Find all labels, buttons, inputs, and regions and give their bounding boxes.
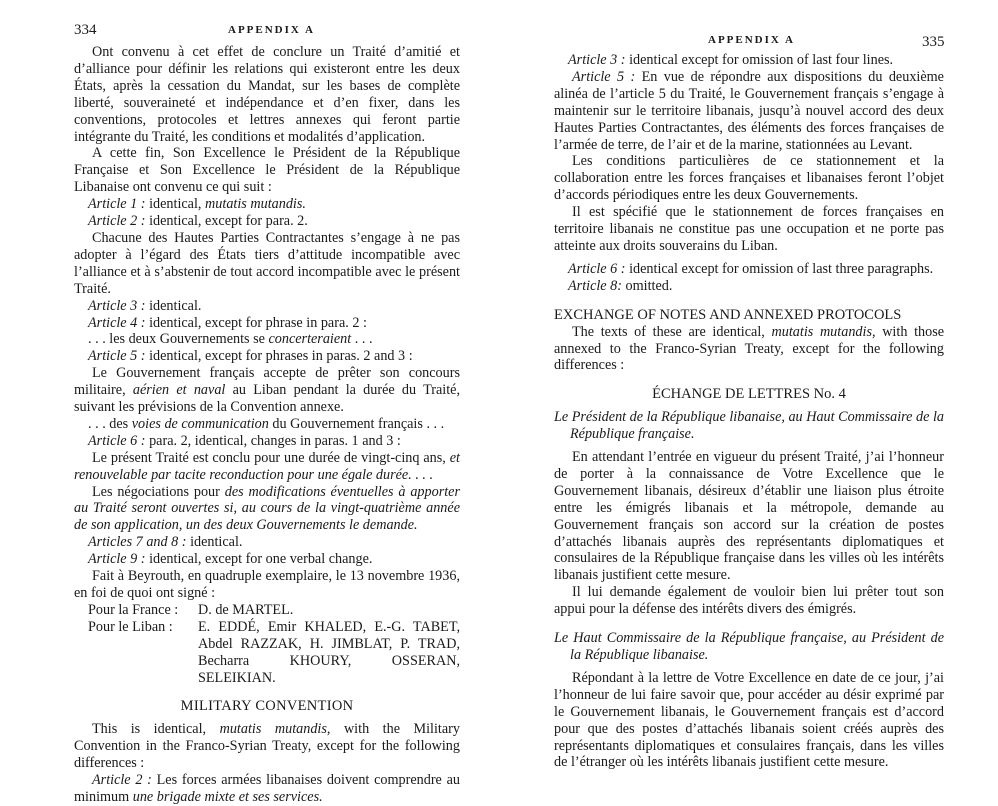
article-label: Article 3 : <box>88 297 146 314</box>
paragraph: Il lui demande également de vouloir bien lui prêter tout son appui pour la défense des intérêts divers des émigrés. <box>554 584 944 618</box>
article-label: Article 8: <box>568 277 622 294</box>
letter-heading <box>554 409 944 443</box>
signature-label: Pour la France : <box>88 601 179 618</box>
article-line <box>74 298 460 315</box>
article-text: identical. <box>190 534 243 551</box>
right-page <box>540 0 998 795</box>
paragraph: Répondant à la lettre de Votre Excellence en date de ce jour, j’ai l’honneur de lui faire savoir que, pour accéder au désir exprimé par le Gouvernement libanais, le Gouvernement français est d’accord pour que des postes d’attachés libanais soient créés auprès des représentants diplomatiques et consulaires français, dans les villes de l’étranger où les intérêts libanais justifient cette mesure. <box>554 669 944 771</box>
para-text: Le Gouvernement français accepte de prêter son concours militaire, <box>74 365 460 399</box>
article-line <box>74 196 460 213</box>
article-italic: mutatis mutandis. <box>205 196 306 213</box>
para-italic: mutatis mutandis, <box>219 721 331 738</box>
article-line <box>554 261 944 278</box>
article-text: identical, <box>149 196 202 213</box>
para-text: Les négociations pour <box>92 483 220 500</box>
article-label: Article 6 : <box>568 260 626 277</box>
paragraph: Les conditions particulières de ce stationnement et la collaboration entre les forces françaises et libanaises feront l’objet d’accords périodiques entre les deux Gouvernements. <box>554 153 944 204</box>
para-text: with those annexed to the Franco-Syrian Treaty, except for the following differences : <box>554 323 945 374</box>
signature-france <box>74 602 460 619</box>
paragraph <box>74 450 460 484</box>
article-line <box>74 315 460 332</box>
paragraph <box>554 324 944 375</box>
article-label: Article 3 : <box>568 52 626 68</box>
paragraph: A cette fin, Son Excellence le Président de la République Française et Son Excellence le Président de la République Libanaise ont convenu ce qui suit : <box>74 145 460 196</box>
quoted-phrase <box>74 331 460 348</box>
article-label: Article 4 : <box>88 314 146 331</box>
paragraph: En attendant l’entrée en vigueur du présent Traité, j’ai l’honneur de porter à la connaissance de Votre Excellence que le Gouvernement libanais, désireux d’établir une liaison plus étroite entre les émigrés libanais et la métropole, demande au Gouvernement français son accord sur la création de postes d’attachés libanais auprès des représentants diplomatiques et consulaires de la République française dans les villes où les intérêts libanais justifient cette mesure. <box>554 449 944 584</box>
article-text: identical. <box>149 297 202 314</box>
para-italic: et renouvelable par tacite reconduction pour une égale durée. . . . <box>74 449 460 483</box>
para-italic: des modifications éventuelles à apporter au Traité seront ouvertes si, au cours de la vingt-quatrième année de son application, un des deux Gouvernements le demande. <box>74 483 460 534</box>
signature-label: Pour le Liban : <box>88 618 173 635</box>
article-line <box>74 772 460 806</box>
running-head: APPENDIX A <box>228 24 315 36</box>
article-text: omitted. <box>625 277 673 294</box>
quoted-phrase <box>74 416 460 433</box>
quote-text: . . . <box>354 331 373 348</box>
quote-text: du Gouvernement français . . . <box>272 415 445 432</box>
quote-italic: concerteraient <box>268 331 352 348</box>
article-label: Article 2 : <box>88 213 146 230</box>
article-line <box>554 69 944 154</box>
letter-heading-text: Le Haut Commissaire de la République française, au Président de la République libanaise. <box>554 630 944 663</box>
article-label: Article 5 : <box>572 68 636 85</box>
subsection-heading: ÉCHANGE DE LETTRES No. 4 <box>652 386 846 403</box>
quote-italic: voies de communication <box>131 415 269 432</box>
article-text: Les forces armées libanaises doivent comprendre au minimum <box>74 772 460 805</box>
page-number: 334 <box>74 22 97 38</box>
article-line <box>554 278 944 295</box>
section-heading: MILITARY CONVENTION <box>180 698 354 715</box>
left-text-column <box>74 44 460 806</box>
paragraph <box>74 365 460 416</box>
article-line <box>74 213 460 230</box>
quote-text: . . . des <box>88 415 129 432</box>
article-label: Article 5 : <box>88 348 146 365</box>
article-line <box>74 433 460 450</box>
signature-liban <box>74 619 460 687</box>
signature-names: D. de MARTEL. <box>198 601 294 618</box>
para-text: This is identical, <box>92 721 207 738</box>
para-text: au Liban pendant la durée du Traité, suivant les prévisions de la Convention annexe. <box>74 382 461 416</box>
article-italic: une brigade mixte et ses services. <box>132 788 323 805</box>
article-text: para. 2, identical, changes in paras. 1 and 3 : <box>149 432 401 449</box>
signature-names: E. EDDÉ, Emir KHALED, E.-G. TABET, Abdel RAZZAK, H. JIMBLAT, P. TRAD, Becharra KHOURY, OSSERAN, SELEIKIAN. <box>198 618 460 686</box>
right-text-column <box>554 52 944 771</box>
paragraph <box>74 484 460 535</box>
article-text: identical, except for para. 2. <box>149 213 308 230</box>
article-line <box>74 348 460 365</box>
left-page <box>0 0 480 805</box>
article-text: identical except for omission of last three paragraphs. <box>629 260 934 277</box>
article-label: Article 1 : <box>88 196 146 213</box>
article-label: Articles 7 and 8 : <box>88 534 187 551</box>
paragraph <box>74 721 460 772</box>
article-text: identical, except for phrase in para. 2 : <box>149 314 367 331</box>
paragraph: Chacune des Hautes Parties Contractantes s’engage à ne pas adopter à l’égard des États tiers d’attitude incompatible avec l’alliance et à s’abstenir de tout accord incompatible avec le présent Traité. <box>74 229 460 297</box>
paragraph: Il est spécifié que le stationnement de forces françaises en territoire libanais ne constitue pas une occupation et ne porte pas atteinte aux droits souverains du Liban. <box>554 204 944 254</box>
article-label: Article 9 : <box>88 551 146 568</box>
paragraph: Fait à Beyrouth, en quadruple exemplaire, le 13 novembre 1936, en foi de quoi ont signé : <box>74 568 460 601</box>
article-line <box>74 534 460 551</box>
article-line <box>74 551 460 568</box>
para-text: with the Military Convention in the Franco-Syrian Treaty, except for the following differences : <box>74 721 460 772</box>
article-label: Article 2 : <box>92 772 152 789</box>
article-text: identical, except for one verbal change. <box>149 551 373 568</box>
para-text: The texts of these are identical, <box>572 323 765 340</box>
section-heading: EXCHANGE OF NOTES AND ANNEXED PROTOCOLS <box>554 306 902 323</box>
letter-heading <box>554 630 944 664</box>
letter-heading-text: Le Président de la République libanaise, au Haut Commissaire de la République française. <box>554 409 944 443</box>
article-label: Article 6 : <box>88 432 146 449</box>
para-text: Le présent Traité est conclu pour une durée de vingt-cinq ans, <box>92 449 446 466</box>
running-head: APPENDIX A <box>708 34 795 46</box>
paragraph: Ont convenu à cet effet de conclure un Traité d’amitié et d’alliance pour définir les relations qui existeront entre les deux États, après la cessation du Mandat, sur les bases de complète liberté, souveraineté et indépendance et d’en fixer, dans les conventions, protocoles et lettres annexes qui feront partie intégrante du Traité, les conditions et modalités d’application. <box>74 44 460 145</box>
article-line <box>554 52 944 69</box>
article-text: En vue de répondre aux dispositions du deuxième alinéa de l’article 5 du Traité, le Gouvernement français s’engage à maintenir sur le territoire libanais, jusqu’à nouvel accord des deux Hautes Parties Contractantes, des éléments des forces françaises de l’armée de terre, de l’air et de la marine, stationnées au Levant. <box>554 68 944 153</box>
para-italic: aérien et naval <box>132 382 226 399</box>
article-text: identical except for omission of last four lines. <box>629 52 894 68</box>
quote-text: . . . les deux Gouvernements se <box>88 331 265 348</box>
page-number: 335 <box>922 34 945 50</box>
para-italic: mutatis mutandis, <box>771 323 876 340</box>
article-text: identical, except for phrases in paras. 2 and 3 : <box>149 348 413 365</box>
